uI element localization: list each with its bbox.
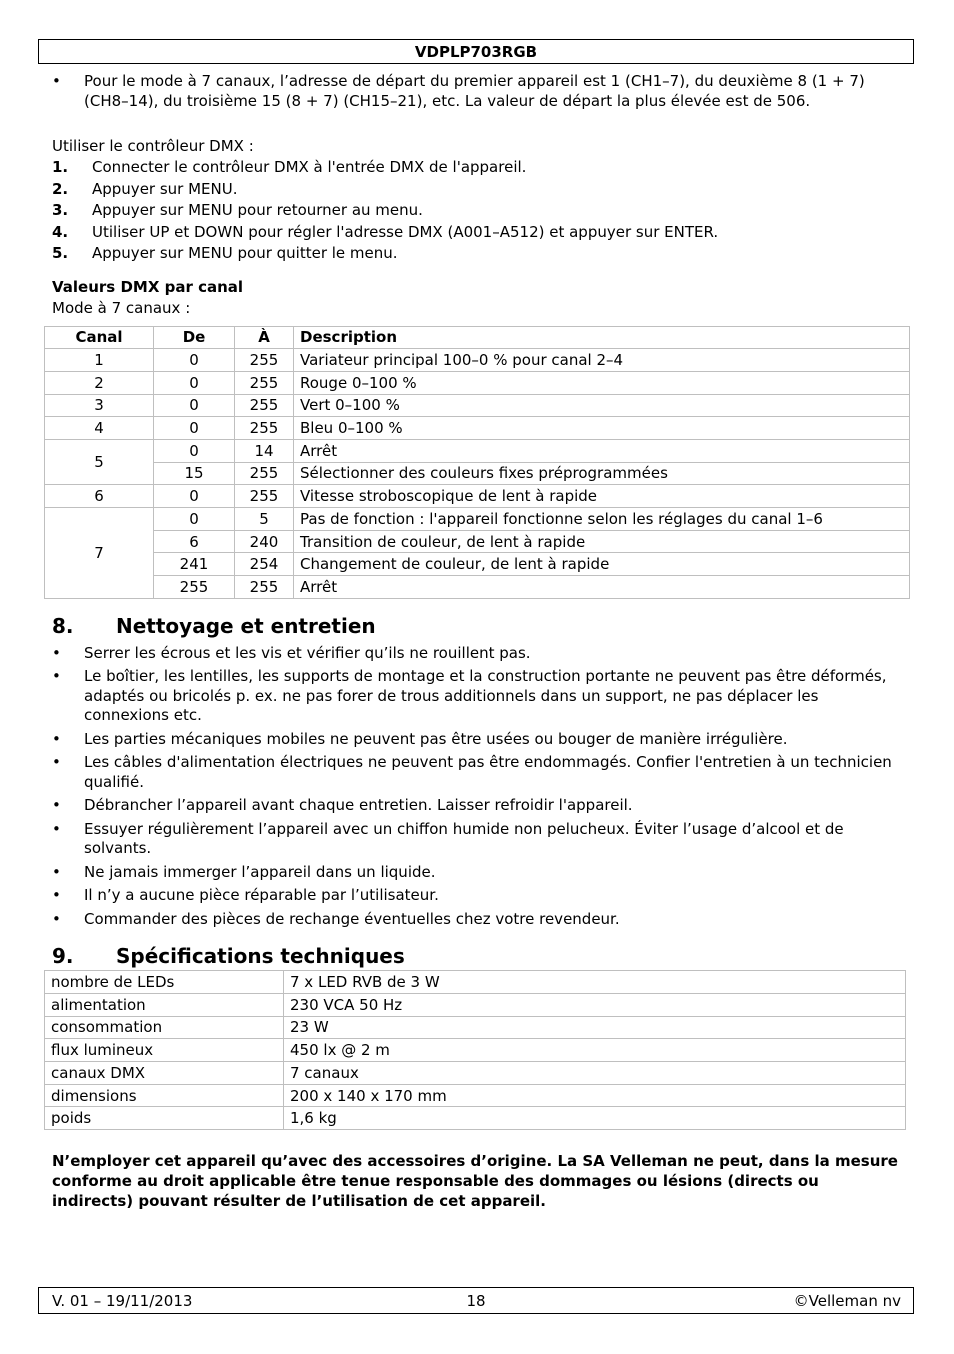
section-8-heading: 8. Nettoyage et entretien (52, 613, 376, 638)
table-row: 1 0 255 Variateur principal 100–0 % pour canal 2–4 (45, 349, 910, 372)
bullet-icon: • (52, 72, 61, 90)
list-item: • Ne jamais immerger l’appareil dans un liquide. (52, 862, 436, 881)
col-header-de: De (154, 326, 235, 349)
table-row: 5 0 14 Arrêt (45, 439, 910, 462)
page-footer (38, 1287, 914, 1314)
bullet-icon: • (52, 729, 61, 748)
header-title: VDPLP703RGB (414, 43, 538, 61)
section-9-heading: 9. Spécifications techniques (52, 944, 405, 969)
list-item: • Le boîtier, les lentilles, les supports de montage et la construction portante ne peuvent pas être déformés, adaptés ou bricolés p. ex. ne pas forer de trous additionnels dans un support, ne pas déplacer les connexions etc. (52, 667, 887, 725)
controller-steps (52, 157, 900, 265)
list-item: • Débrancher l’appareil avant chaque entretien. Laisser refroidir l'appareil. (52, 796, 633, 815)
intro-bullets (52, 72, 900, 111)
bullet-icon: • (52, 862, 61, 881)
col-header-description: Description (294, 326, 910, 349)
step-item: 5. Appuyer sur MENU pour quitter le menu. (52, 244, 398, 262)
bullet-icon: • (52, 886, 61, 905)
bullet-icon: • (52, 643, 61, 662)
list-item: • Les parties mécaniques mobiles ne peuvent pas être usées ou bouger de manière irrégulière. (52, 729, 788, 748)
table-row: consommation 23 W (45, 1016, 906, 1039)
dmx-mode-label: Mode à 7 canaux : (52, 298, 191, 317)
list-item: • Commander des pièces de rechange éventuelles chez votre revendeur. (52, 909, 620, 928)
list-item: • Essuyer régulièrement l’appareil avec un chiffon humide non pelucheux. Éviter l’usage d’alcool et de solvants. (52, 819, 844, 858)
table-row: 3 0 255 Vert 0–100 % (45, 394, 910, 417)
bullet-icon: • (52, 796, 61, 815)
bullet-icon: • (52, 667, 61, 686)
table-row: 241 254 Changement de couleur, de lent à rapide (45, 553, 910, 576)
dmx-values-title: Valeurs DMX par canal (52, 277, 244, 296)
table-row: 2 0 255 Rouge 0–100 % (45, 371, 910, 394)
col-header-a: À (235, 326, 294, 349)
table-row: flux lumineux 450 lx @ 2 m (45, 1039, 906, 1062)
dmx-channel-table (44, 326, 910, 599)
controller-intro: Utiliser le contrôleur DMX : (52, 137, 254, 155)
table-row: 7 0 5 Pas de fonction : l'appareil fonctionne selon les réglages du canal 1–6 (45, 508, 910, 531)
bullet-icon: • (52, 753, 61, 772)
page-header (38, 39, 914, 64)
table-row: dimensions 200 x 140 x 170 mm (45, 1084, 906, 1107)
list-item: • Il n’y a aucune pièce réparable par l’utilisateur. (52, 886, 439, 905)
list-item: • Les câbles d'alimentation électriques ne peuvent pas être endommagés. Confier l'entretien à un technicien qualifié. (52, 753, 892, 791)
version-date: V. 01 – 19/11/2013 (52, 1292, 193, 1310)
table-row: 6 240 Transition de couleur, de lent à rapide (45, 530, 910, 553)
step-item: 2. Appuyer sur MENU. (52, 179, 238, 198)
step-item: 4. Utiliser UP et DOWN pour régler l'adresse DMX (A001–A512) et appuyer sur ENTER. (52, 222, 719, 241)
table-row: 255 255 Arrêt (45, 576, 910, 599)
step-item: 3. Appuyer sur MENU pour retourner au menu. (52, 201, 423, 219)
table-row: 4 0 255 Bleu 0–100 % (45, 417, 910, 440)
list-item: • Serrer les écrous et les vis et vérifier qu’ils ne rouillent pas. (52, 643, 531, 662)
warning-notice: N’employer cet appareil qu’avec des accessoires d’origine. La SA Velleman ne peut, dans la mesure conforme au droit applicable être tenue responsable des dommages ou lésions (directs ou indirects) pouvant résulter de l’utilisation de cet appareil. (52, 1152, 898, 1211)
intro-bullet: • Pour le mode à 7 canaux, l’adresse de départ du premier appareil est 1 (CH1–7), du deuxième 8 (1 + 7) (CH8–14), du troisième 15 (8 + 7) (CH15–21), etc. La valeur de départ la plus élevée est de 506. (52, 72, 865, 110)
page-number: 18 (466, 1292, 486, 1310)
table-row: canaux DMX 7 canaux (45, 1062, 906, 1085)
table-row: nombre de LEDs 7 x LED RVB de 3 W (45, 971, 906, 994)
step-item: 1. Connecter le contrôleur DMX à l'entrée DMX de l'appareil. (52, 158, 527, 176)
bullet-icon: • (52, 819, 61, 838)
page-content (52, 72, 900, 1211)
col-header-canal: Canal (45, 326, 154, 349)
maintenance-bullets (52, 644, 900, 930)
table-row: 6 0 255 Vitesse stroboscopique de lent à rapide (45, 485, 910, 508)
table-row: poids 1,6 kg (45, 1107, 906, 1130)
table-row: alimentation 230 VCA 50 Hz (45, 993, 906, 1016)
specifications-table (44, 970, 906, 1130)
table-row: 15 255 Sélectionner des couleurs fixes préprogrammées (45, 462, 910, 485)
copyright: ©Velleman nv (793, 1292, 901, 1310)
bullet-icon: • (52, 909, 61, 928)
table-header-row (45, 326, 910, 349)
